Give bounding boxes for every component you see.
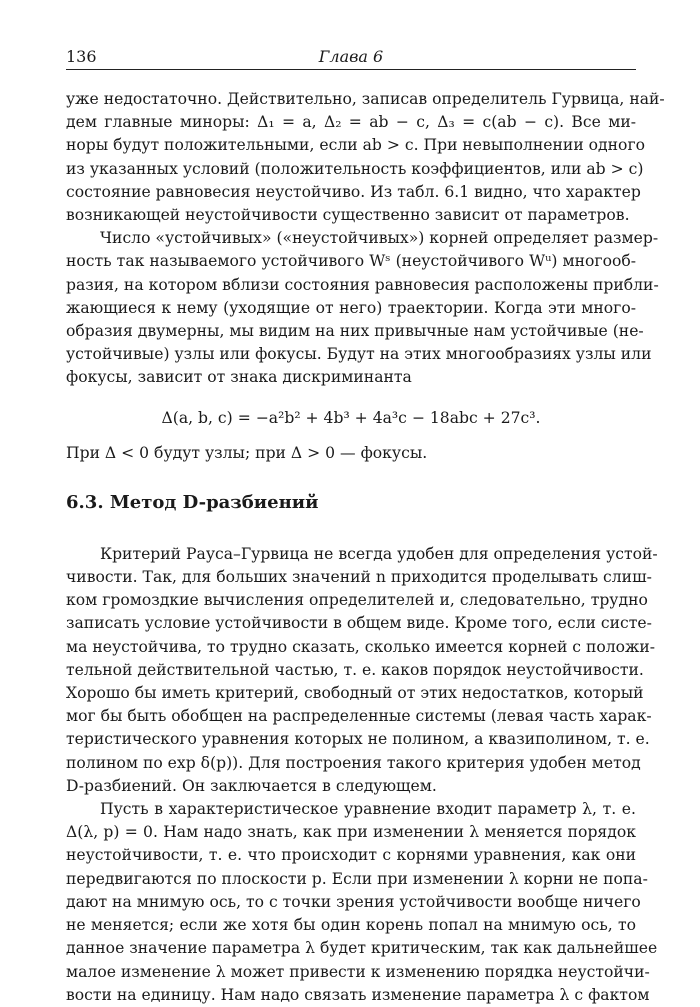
text-line: малое изменение λ может привести к изменению порядка неустойчи-	[66, 962, 650, 981]
text-line: ма неустойчива, то трудно сказать, сколько имеется корней с положи-	[66, 637, 656, 656]
text-line: возникающей неустойчивости существенно зависит от параметров.	[66, 206, 630, 225]
text-line: полином по exp δ(p)). Для построения такого критерия удобен метод	[66, 753, 641, 772]
text-line: Δ(λ, p) = 0. Нам надо знать, как при изменении λ меняется порядок	[66, 823, 636, 842]
paragraph	[66, 227, 659, 389]
text-line: образия двумерны, мы видим на них привычные нам устойчивые (не-	[66, 322, 644, 341]
discriminant-formula: Δ(a, b, c) = −a²b² + 4b³ + 4a³c − 18abc + 27c³.	[161, 408, 541, 427]
text-line: не меняется; если же хотя бы один корень попал на мнимую ось, то	[66, 916, 636, 935]
page-body	[66, 88, 665, 1007]
text-line: фокусы, зависит от знака дискриминанта	[66, 368, 412, 387]
page-number: 136	[66, 47, 97, 66]
text-line: уже недостаточно. Действительно, записав определитель Гурвица, най-	[66, 90, 665, 108]
paragraph	[66, 442, 636, 465]
text-line: чивости. Так, для больших значений n приходится проделывать слиш-	[66, 568, 652, 587]
text-line: ность так называемого устойчивого Wˢ (неустойчивого Wᵘ) многооб-	[66, 252, 636, 271]
paragraph	[66, 88, 665, 227]
text-line: данное значение параметра λ будет критическим, так как дальнейшее	[66, 939, 658, 958]
text-line: При Δ < 0 будут узлы; при Δ > 0 — фокусы.	[66, 443, 428, 462]
text-line: записать условие устойчивости в общем виде. Кроме того, если систе-	[66, 614, 652, 633]
text-line: тельной действительной частью, т. е. каков порядок неустойчивости.	[66, 660, 644, 679]
text-line: Пусть в характеристическое уравнение входит параметр λ, т. е.	[100, 800, 636, 819]
text-line: устойчивые) узлы или фокусы. Будут на этих многообразиях узлы или	[66, 345, 652, 364]
running-header	[66, 47, 636, 71]
text-line: Число «устойчивых» («неустойчивых») корней определяет размер-	[100, 229, 659, 248]
text-line: D-разбиений. Он заключается в следующем.	[66, 776, 437, 795]
section-heading: 6.3. Метод D-разбиений	[66, 491, 319, 513]
text-line: теристического уравнения которых не полином, а квазиполином, т. е.	[66, 730, 650, 749]
text-line: дем главные миноры: Δ₁ = a, Δ₂ = ab − c, Δ₃ = c(ab − c). Все ми-	[66, 113, 636, 132]
text-line: норы будут положительными, если ab > c. При невыполнении одного	[66, 136, 646, 155]
text-line: состояние равновесия неустойчиво. Из табл. 6.1 видно, что характер	[66, 182, 641, 201]
paragraph	[66, 543, 658, 798]
text-line: мог бы быть обобщен на распределенные системы (левая часть харак-	[66, 707, 652, 726]
chapter-title: Глава 6	[318, 47, 384, 66]
text-line: разия, на котором вблизи состояния равновесия расположены прибли-	[66, 275, 659, 294]
text-line: из указанных условий (положительность коэффициентов, или ab > c)	[66, 159, 644, 178]
text-line: неустойчивости, т. е. что происходит с корнями уравнения, как они	[66, 846, 636, 865]
text-line: вости на единицу. Нам надо связать изменение параметра λ с фактом	[66, 985, 650, 1004]
text-line: Критерий Рауса–Гурвица не всегда удобен для определения устой-	[100, 544, 658, 563]
text-line: ком громоздкие вычисления определителей и, следовательно, трудно	[66, 591, 648, 610]
text-line: Хорошо бы иметь критерий, свободный от этих недостатков, который	[66, 684, 644, 703]
header-rule	[66, 69, 636, 70]
paragraph	[66, 798, 658, 1007]
text-line: дают на мнимую ось, то с точки зрения устойчивости вообще ничего	[66, 892, 641, 911]
text-line: жающиеся к нему (уходящие от него) траектории. Когда эти много-	[66, 298, 636, 317]
text-line: передвигаются по плоскости p. Если при изменении λ корни не попа-	[66, 869, 648, 888]
